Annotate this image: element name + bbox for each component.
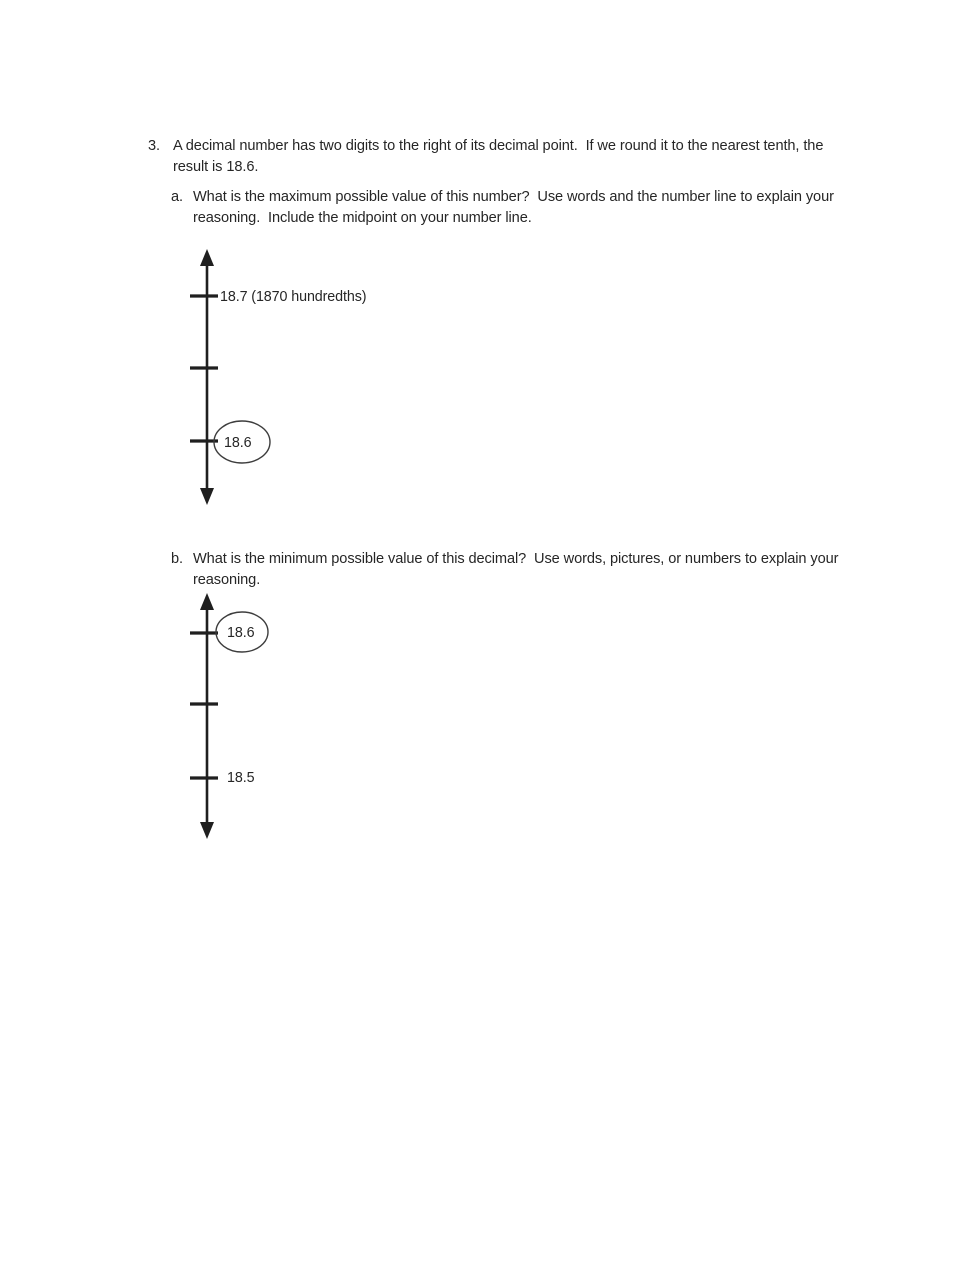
part-b-text-line-2: reasoning. — [193, 572, 261, 588]
number-line-a — [182, 246, 432, 508]
number-line-a-top-label: 18.7 (1870 hundredths) — [220, 289, 367, 305]
question-text-line-1: A decimal number has two digits to the right of its decimal point. If we round it to the nearest tenth, the — [173, 138, 824, 154]
part-a-text-line-2: reasoning. Include the midpoint on your number line. — [193, 210, 532, 226]
number-line-b-bottom-label: 18.5 — [227, 770, 255, 786]
part-a-marker: a. — [171, 189, 183, 205]
number-line-b-arrow-up-icon — [200, 593, 214, 610]
part-b-text-line-1: What is the minimum possible value of this decimal? Use words, pictures, or numbers to explain your — [193, 551, 839, 567]
part-a-text-line-1: What is the maximum possible value of this number? Use words and the number line to explain your — [193, 189, 834, 205]
number-line-b-arrow-down-icon — [200, 822, 214, 839]
number-line-b-circled-label: 18.6 — [227, 625, 255, 641]
number-line-b — [182, 588, 432, 844]
number-line-a-circled-label: 18.6 — [224, 435, 252, 451]
question-number: 3. — [148, 138, 160, 154]
question-text-line-2: result is 18.6. — [173, 159, 259, 175]
number-line-a-arrow-down-icon — [200, 488, 214, 505]
part-b-marker: b. — [171, 551, 183, 567]
number-line-a-arrow-up-icon — [200, 249, 214, 266]
